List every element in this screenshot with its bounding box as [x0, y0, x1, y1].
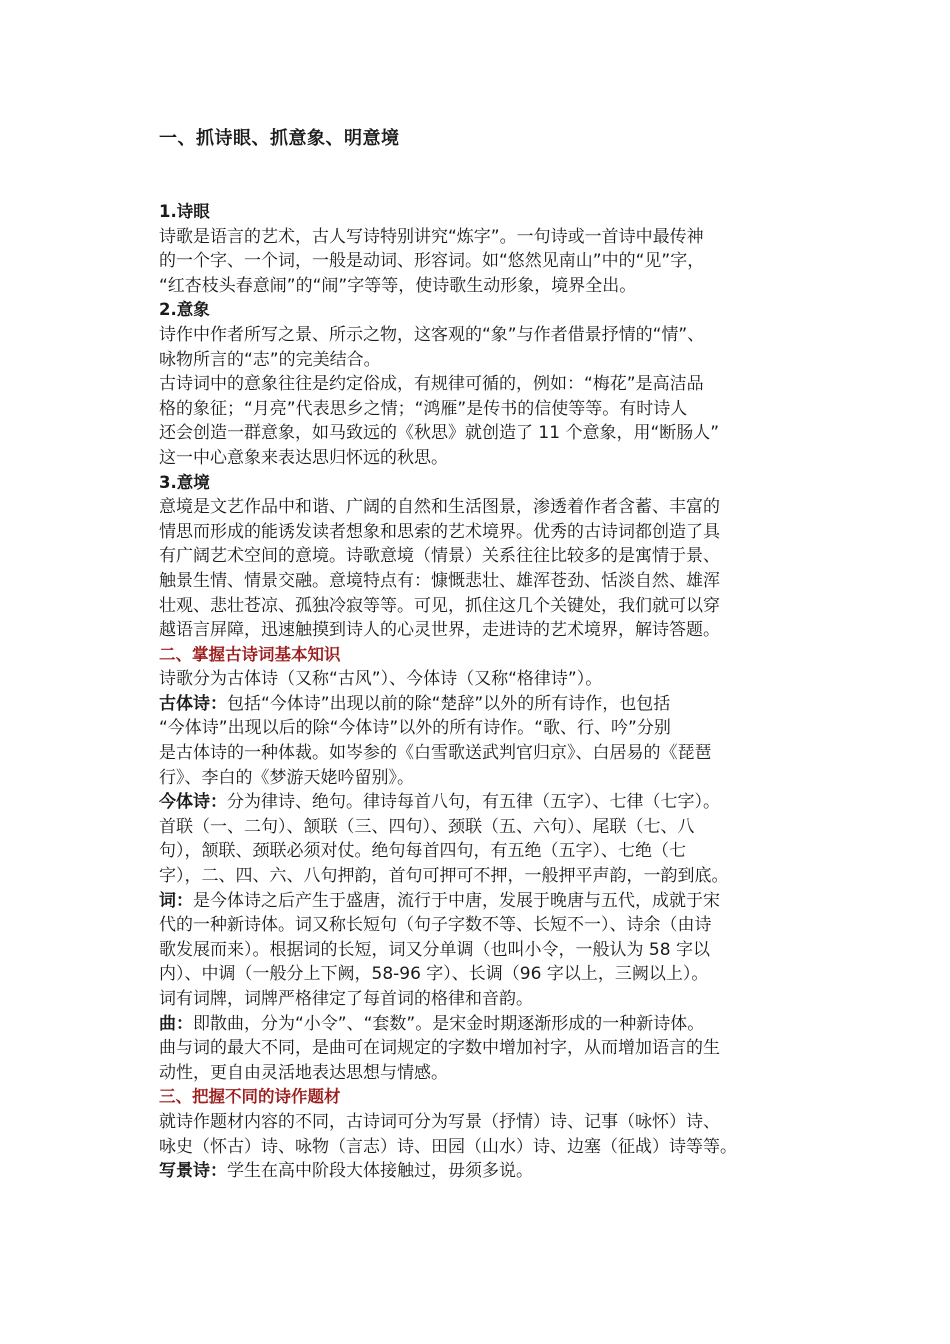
paragraph-line: 行》、李白的《梦游天姥吟留别》。 — [159, 767, 414, 788]
term-text: 分为律诗、绝句。律诗每首八句，有五律（五字）、七律（七字）。 — [227, 792, 720, 813]
paragraph-line: 动性，更自由灵活地表达思想与情感。 — [159, 1062, 448, 1083]
paragraph-line: 是古体诗的一种体裁。如岑参的《白雪歌送武判官归京》、白居易的《琵琶 — [159, 743, 712, 764]
paragraph-line — [159, 1012, 799, 1037]
subheading: 2.意象 — [159, 300, 210, 320]
paragraph-line: 词有词牌，词牌严格律定了每首词的格律和音韵。 — [159, 989, 533, 1009]
paragraph-line: 的一个字、一个词，一般是动词、形容词。如“悠然见南山”中的“见”字， — [159, 251, 705, 272]
paragraph-line: 诗作中作者所写之景、所示之物，这客观的“象”与作者借景抒情的“情”、 — [159, 324, 705, 345]
paragraph-line: 代的一种新诗体。词又称长短句（句子字数不等、长短不一）、诗余（由诗 — [159, 915, 712, 936]
section-heading: 二、掌握古诗词基本知识 — [159, 644, 341, 664]
paragraph-line: 还会创造一群意象，如马致远的《秋思》就创造了 11 个意象，用“断肠人” — [159, 423, 720, 444]
section-heading: 三、把握不同的诗作题材 — [159, 1087, 341, 1107]
paragraph-line: 咏史（怀古）诗、咏物（言志）诗、田园（山水）诗、边塞（征战）诗等等。 — [159, 1136, 737, 1157]
section-title: 一、抓诗眼、抓意象、明意境 — [159, 128, 400, 149]
term-text: 即散曲，分为“小令”、“套数”。是宋金时期逐渐形成的一种新诗体。 — [193, 1013, 705, 1034]
paragraph-line: 诗歌是语言的艺术，古人写诗特别讲究“炼字”。一句诗或一首诗中最传神 — [159, 226, 704, 247]
paragraph-line: 歌发展而来）。根据词的长短，词又分单调（也叫小令，一般认为 58 字以 — [159, 939, 710, 960]
term-label: 词： — [159, 890, 193, 911]
term-label: 写景诗： — [159, 1161, 227, 1182]
paragraph-line: 就诗作题材内容的不同，古诗词可分为写景（抒情）诗、记事（咏怀）诗、 — [159, 1111, 720, 1132]
document-body — [159, 200, 799, 1184]
paragraph-line: 诗歌分为古体诗（又称“古风”）、今体诗（又称“格律诗”）。 — [159, 669, 603, 690]
paragraph-line — [159, 790, 799, 815]
paragraph-line: 格的象征；“月亮”代表思乡之情；“鸿雁”是传书的信使等等。有时诗人 — [159, 398, 688, 419]
paragraph-line: 曲与词的最大不同，是曲可在词规定的字数中增加衬字，从而增加语言的生 — [159, 1038, 720, 1059]
term-label: 今体诗： — [159, 792, 227, 813]
term-label: 古体诗： — [159, 693, 227, 714]
paragraph-line: 这一中心意象来表达思归怀远的秋思。 — [159, 447, 448, 468]
paragraph-line: 内）、中调（一般分上下阙，58-96 字）、长调（96 字以上，三阙以上）。 — [159, 964, 709, 985]
paragraph-line — [159, 692, 799, 717]
paragraph-line: 壮观、悲壮苍凉、孤独冷寂等等。可见，抓住这几个关键处，我们就可以穿 — [159, 595, 720, 616]
paragraph-line: 意境是文艺作品中和谐、广阔的自然和生活图景，渗透着作者含蓄、丰富的 — [159, 497, 720, 518]
paragraph-line: 字），二、四、六、八句押韵，首句可押可不押，一般押平声韵，一韵到底。 — [159, 866, 729, 887]
term-text: 包括“今体诗”出现以前的除“楚辞”以外的所有诗作，也包括 — [227, 693, 671, 714]
paragraph-line — [159, 889, 799, 914]
paragraph-line: 句），颔联、颈联必须对仗。绝句每首四句，有五绝（五字）、七绝（七 — [159, 841, 686, 862]
paragraph-line: 情思而形成的能诱发读者想象和思索的艺术境界。优秀的古诗词都创造了具 — [159, 521, 720, 542]
paragraph-line: 有广阔艺术空间的意境。诗歌意境（情景）关系往往比较多的是寓情于景、 — [159, 546, 720, 567]
subheading: 1.诗眼 — [159, 202, 210, 221]
paragraph-line: 古诗词中的意象往往是约定俗成，有规律可循的，例如：“梅花”是高洁品 — [159, 374, 704, 395]
paragraph-line: “今体诗”出现以后的除“今体诗”以外的所有诗作。“歌、行、吟”分别 — [159, 718, 671, 739]
paragraph-line: 咏物所言的“志”的完美结合。 — [159, 349, 381, 370]
term-label: 曲： — [159, 1013, 193, 1034]
paragraph-line — [159, 1159, 799, 1184]
subheading: 3.意境 — [159, 472, 210, 492]
paragraph-line: 越语言屏障，迅速触摸到诗人的心灵世界，走进诗的艺术境界，解诗答题。 — [159, 620, 720, 641]
paragraph-line: 首联（一、二句）、颔联（三、四句）、颈联（五、六句）、尾联（七、八 — [159, 816, 695, 837]
paragraph-line: 触景生情、情景交融。意境特点有：慷慨悲壮、雄浑苍劲、恬淡自然、雄浑 — [159, 570, 720, 591]
term-text: 学生在高中阶段大体接触过，毋须多说。 — [227, 1161, 533, 1182]
term-text: 是今体诗之后产生于盛唐，流行于中唐，发展于晚唐与五代，成就于宋 — [193, 890, 720, 911]
paragraph-line: “红杏枝头春意闹”的“闹”字等等，使诗歌生动形象，境界全出。 — [159, 275, 637, 296]
